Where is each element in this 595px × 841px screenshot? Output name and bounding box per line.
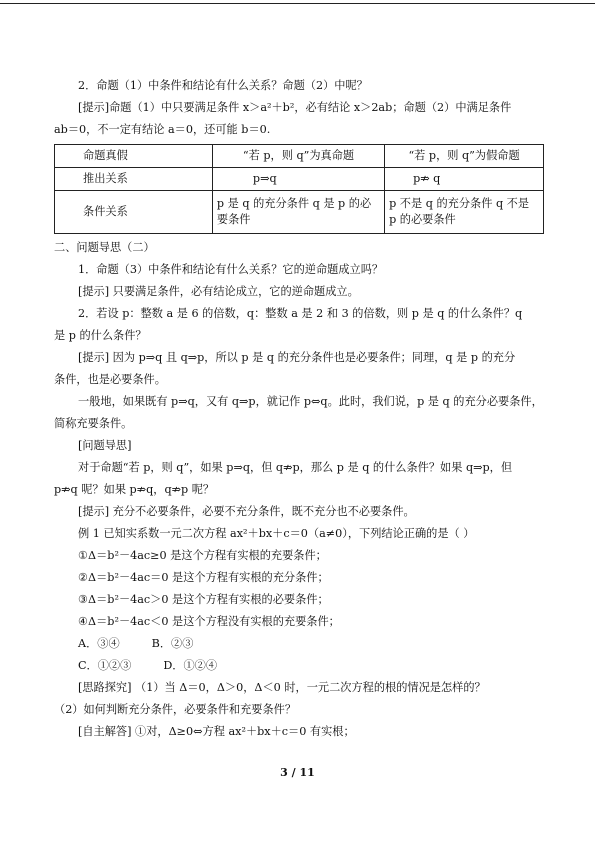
table-cell: 条件关系	[55, 191, 213, 234]
definition-text: 一般地，如果既有 p⇒q，又有 q⇒p，就记作 p⇔q。此时，我们说，p 是 q 的充分必要条件，	[78, 395, 543, 408]
answer-choices: A．③④ B．②③	[78, 637, 194, 650]
definition-text: 简称充要条件。	[54, 417, 133, 430]
table-cell: p 不是 q 的充分条件 q 不是 p 的必要条件	[385, 191, 544, 234]
question-2: 2．命题（1）中条件和结论有什么关系？命题（2）中呢？	[78, 79, 368, 92]
table-row	[55, 145, 544, 168]
example-option: ④Δ＝b²－4ac＜0 是这个方程没有实根的充要条件；	[78, 615, 340, 628]
hint-line: [提示]命题（1）中只要满足条件 x＞a²＋b²，必有结论 x＞2ab；命题（2）中满足条件	[78, 101, 512, 114]
condition-table	[54, 144, 544, 234]
example-1: 例 1 已知实系数一元二次方程 ax²＋bx＋c＝0（a≠0），下列结论正确的是（ ）	[78, 527, 475, 540]
table-cell: p⇒q	[212, 168, 384, 191]
table-cell: 命题真假	[55, 145, 213, 168]
hint-line: [提示] 因为 p⇒q 且 q⇒p，所以 p 是 q 的充分条件也是必要条件；同理，q 是 p 的充分	[78, 351, 516, 364]
document-body	[54, 78, 544, 746]
table-cell: p 是 q 的充分条件 q 是 p 的必要条件	[212, 191, 384, 234]
thinking-line: [思路探究] （1）当 Δ＝0，Δ＞0，Δ＜0 时，一元二次方程的根的情况是怎样的？	[78, 681, 486, 694]
thinking-line: （2）如何判断充分条件，必要条件和充要条件？	[54, 703, 297, 716]
question-4: 2．若设 p：整数 a 是 6 的倍数，q：整数 a 是 2 和 3 的倍数，则 p 是 q 的什么条件？q	[78, 307, 523, 320]
table-cell: 推出关系	[55, 168, 213, 191]
hint-line: [提示] 充分不必要条件，必要不充分条件，既不充分也不必要条件。	[78, 505, 415, 518]
question-4: 是 p 的什么条件？	[54, 329, 147, 342]
hint-line: [提示] 只要满足条件，必有结论成立，它的逆命题成立。	[78, 285, 359, 298]
guide-question: 对于命题“若 p，则 q”，如果 p⇒q，但 q⇏p，那么 p 是 q 的什么条件？如果 q⇒p，但	[78, 461, 513, 474]
table-cell: “若 p，则 q”为假命题	[385, 145, 544, 168]
table-cell: p⇏ q	[385, 168, 544, 191]
guide-heading: [问题导思]	[78, 439, 132, 452]
answer-choices: C．①②③ D．①②④	[78, 659, 218, 672]
table-row	[55, 191, 544, 234]
guide-question: p⇏q 呢？如果 p⇏q，q⇏p 呢？	[54, 483, 215, 496]
example-option: ②Δ＝b²－4ac＝0 是这个方程有实根的充分条件；	[78, 571, 329, 584]
header-rule	[0, 3, 595, 4]
section-heading: 二、问题导思（二）	[54, 241, 155, 254]
question-3: 1．命题（3）中条件和结论有什么关系？它的逆命题成立吗？	[78, 263, 384, 276]
hint-line: 条件，也是必要条件。	[54, 373, 166, 386]
example-option: ③Δ＝b²－4ac＞0 是这个方程有实根的必要条件；	[78, 593, 329, 606]
example-option: ①Δ＝b²－4ac≥0 是这个方程有实根的充要条件；	[78, 549, 327, 562]
hint-line: ab＝0，不一定有结论 a＝0，还可能 b＝0.	[54, 123, 271, 136]
table-cell: “若 p，则 q”为真命题	[212, 145, 384, 168]
solution-line: [自主解答] ①对，Δ≥0⇔方程 ax²＋bx＋c＝0 有实根；	[78, 725, 355, 738]
table-row	[55, 168, 544, 191]
page-number: 3 / 11	[280, 766, 315, 779]
